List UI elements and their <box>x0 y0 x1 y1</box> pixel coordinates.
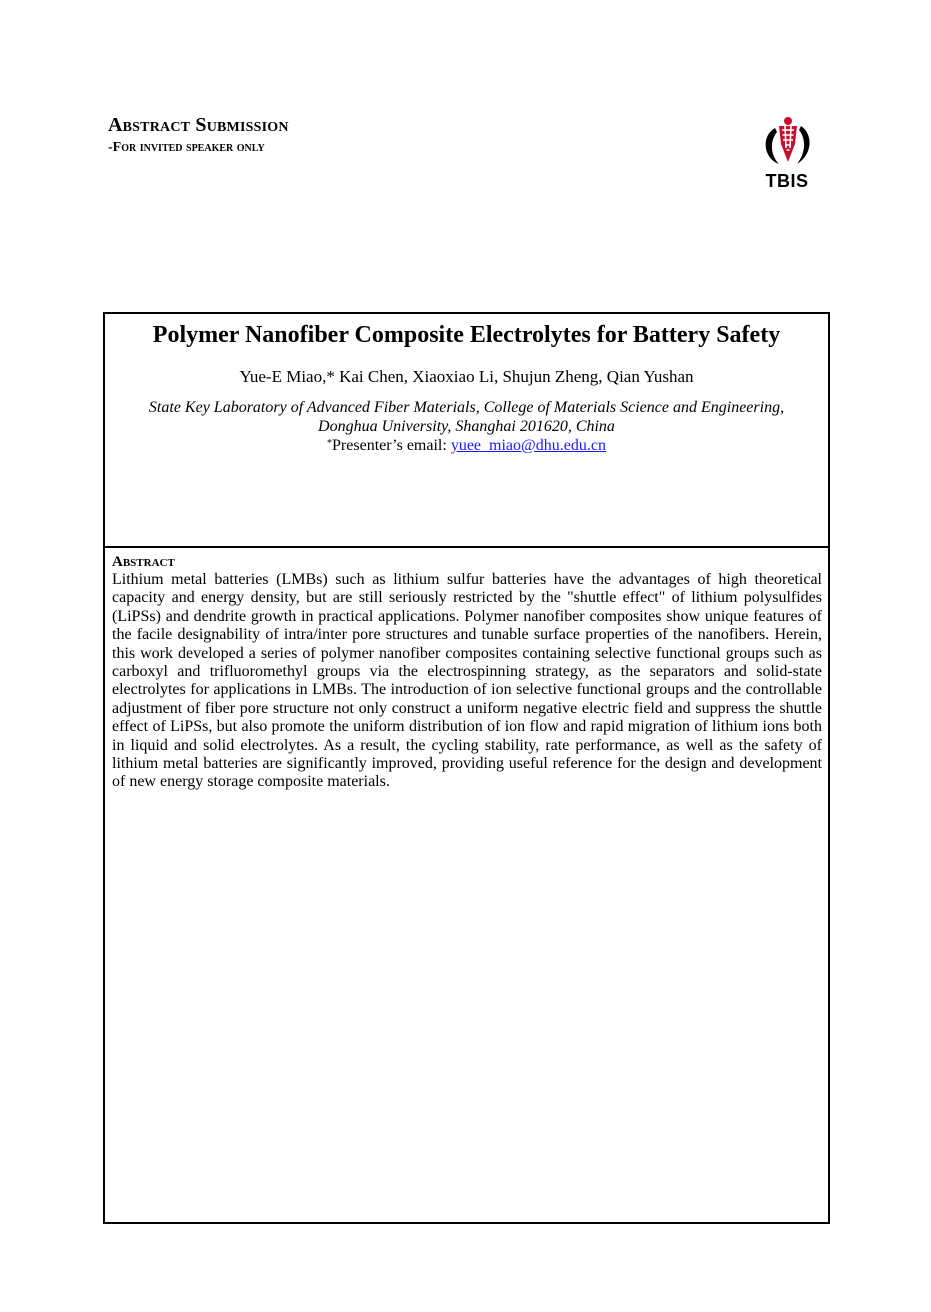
author-list: Yue-E Miao,* Kai Chen, Xiaoxiao Li, Shujun Zheng, Qian Yushan <box>239 367 694 386</box>
abstract-section <box>112 554 822 792</box>
paper-title: Polymer Nanofiber Composite Electrolytes for Battery Safety <box>152 322 781 348</box>
email-marker: * <box>327 438 333 449</box>
abstract-body: Lithium metal batteries (LMBs) such as lithium sulfur batteries have the advantages of high theoretical capacity and energy density, but are still seriously restricted by the "shuttle effect" of lithium polysulfides (LiPSs) and dendrite growth in practical applications. Polymer nanofiber composites show unique features of the facile designability of intra/inter pore structures and tunable surface properties of the nanofibers. Herein, this work developed a series of polymer nanofiber composites containing selective functional groups such as carboxyl and trifluoromethyl groups via the electrospinning strategy, as the separators and solid-state electrolytes for applications in LMBs. The introduction of ion selective functional groups and the controllable adjustment of fiber pore structure not only construct a uniform negative electric field and suppress the shuttle effect of LiPSs, but also promote the uniform distribution of ion flow and rapid migration of lithium ions both in liquid and solid electrolytes. As a result, the cycling stability, rate performance, as well as the safety of lithium metal batteries are significantly improved, providing useful reference for the design and development of new energy storage composite materials. <box>112 571 822 791</box>
tbis-logo-text: TBIS <box>765 171 809 191</box>
tbis-logo-icon <box>755 114 819 170</box>
presenter-email-line <box>105 436 828 455</box>
submission-header-subtitle: -For invited speaker only <box>108 140 265 155</box>
author-affiliation: State Key Laboratory of Advanced Fiber Materials, College of Materials Science and Engineering, Donghua University, Shanghai 201620, China <box>148 399 785 435</box>
abstract-form-frame <box>103 312 830 1224</box>
submission-header-title: Abstract Submission <box>108 114 289 136</box>
abstract-heading: Abstract <box>112 554 175 570</box>
title-section <box>105 320 828 455</box>
presenter-email-link[interactable]: yuee_miao@dhu.edu.cn <box>450 437 606 454</box>
tbis-logo <box>755 114 819 194</box>
section-divider <box>105 546 828 548</box>
email-label: Presenter’s email: <box>332 437 451 454</box>
